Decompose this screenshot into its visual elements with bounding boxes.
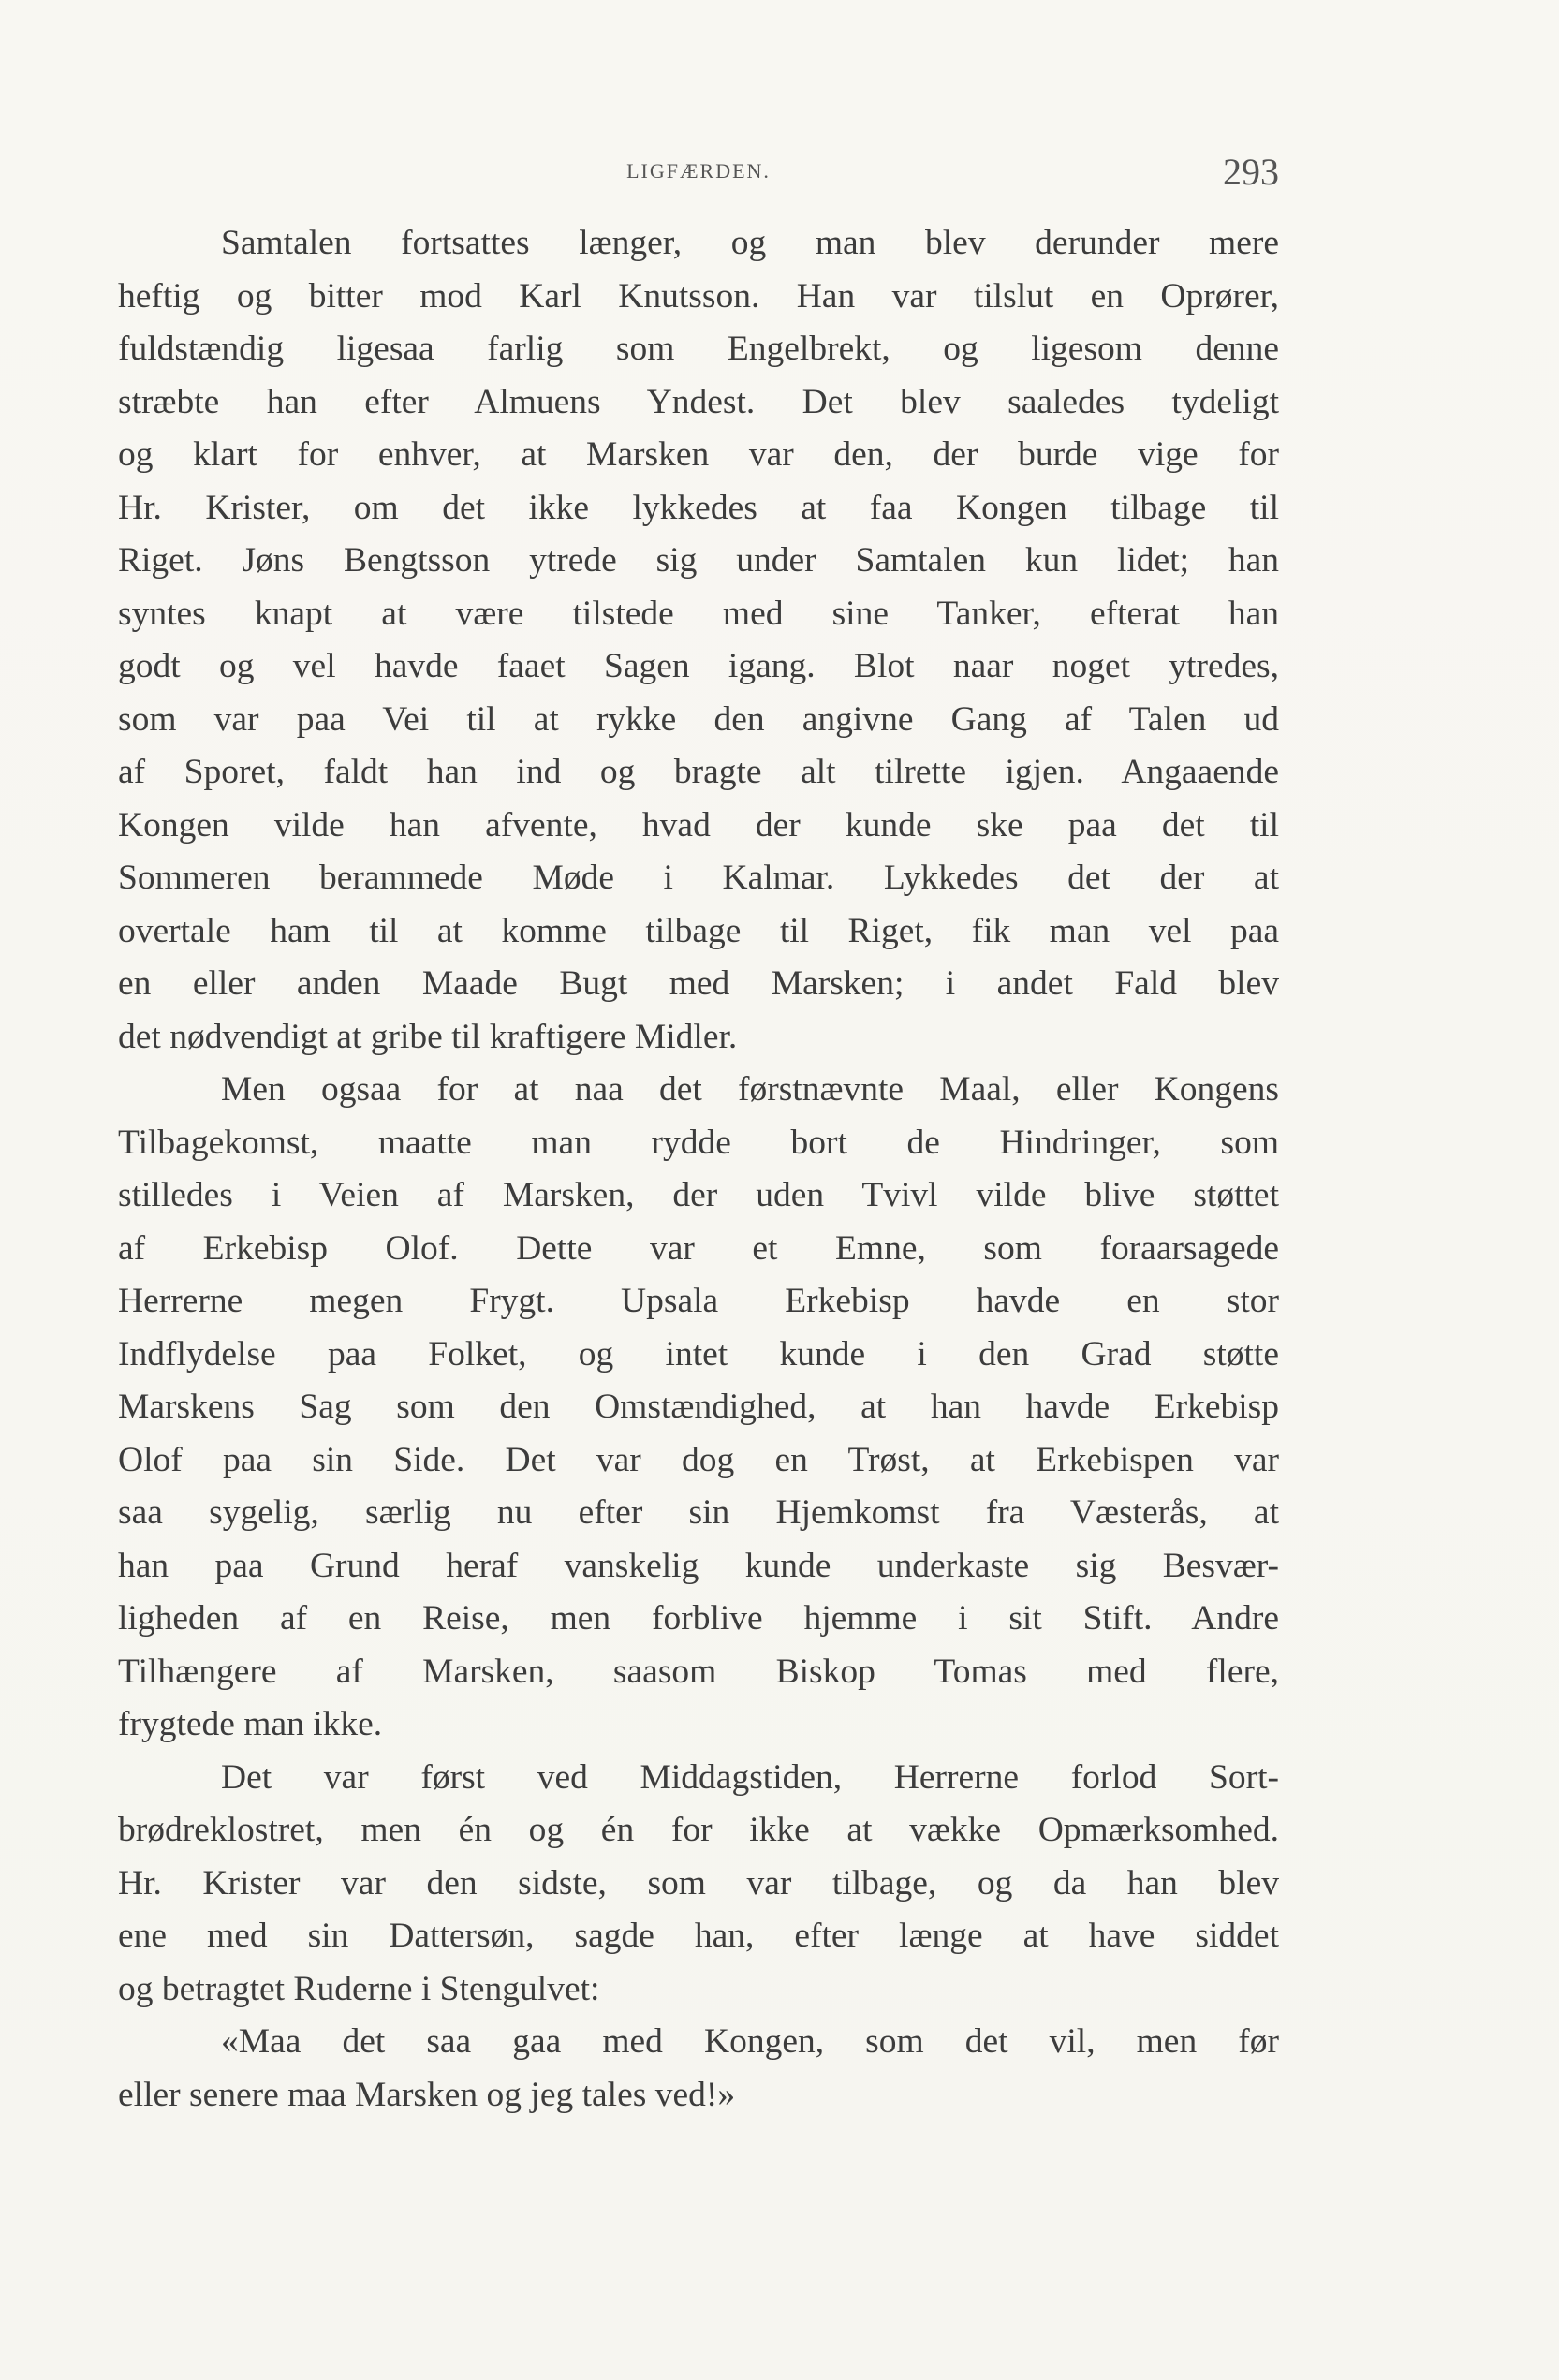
text-line: Indflydelse paa Folket, og intet kunde i den Grad støtte [118, 1334, 1279, 1374]
text-line: af Erkebisp Olof. Dette var et Emne, som foraarsagede [118, 1228, 1279, 1268]
paragraph [118, 217, 1279, 1064]
text-line: Men ogsaa for at naa det førstnævnte Maal, eller Kongens [221, 1070, 1279, 1109]
paragraph [118, 1064, 1279, 1752]
text-line: Hr. Krister, om det ikke lykkedes at faa Kongen tilbage til [118, 488, 1279, 527]
text-line: som var paa Vei til at rykke den angivne Gang af Talen ud [118, 699, 1279, 739]
text-line: Riget. Jøns Bengtsson ytrede sig under Samtalen kun lidet; han [118, 541, 1279, 580]
paragraph [118, 1752, 1279, 2017]
text-line: heftig og bitter mod Karl Knutsson. Han var tilslut en Oprører, [118, 276, 1279, 316]
text-line: godt og vel havde faaet Sagen igang. Blot naar noget ytredes, [118, 647, 1279, 685]
text-line: «Maa det saa gaa med Kongen, som det vil, men før [221, 2022, 1279, 2061]
text-line: eller senere maa Marsken og jeg tales ved!» [118, 2075, 736, 2114]
page-number: 293 [1223, 151, 1279, 193]
text-line: stilledes i Veien af Marsken, der uden Tvivl vilde blive støttet [118, 1176, 1279, 1214]
text-line: Samtalen fortsattes længer, og man blev derunder mere [221, 224, 1279, 262]
text-line: af Sporet, faldt han ind og bragte alt tilrette igjen. Angaaende [118, 753, 1279, 791]
text-line: Tilbagekomst, maatte man rydde bort de Hindringer, som [118, 1123, 1279, 1162]
text-line: ene med sin Dattersøn, sagde han, efter længe at have siddet [118, 1917, 1279, 1955]
text-line: og klart for enhver, at Marsken var den, der burde vige for [118, 435, 1279, 474]
text-line: saa sygelig, særlig nu efter sin Hjemkomst fra Væsterås, at [118, 1493, 1279, 1532]
text-line: ligheden af en Reise, men forblive hjemme i sit Stift. Andre [118, 1599, 1279, 1638]
page-header [118, 150, 1279, 206]
text-line: det nødvendigt at gribe til kraftigere Midler. [118, 1017, 738, 1056]
text-line: Kongen vilde han afvente, hvad der kunde ske paa det til [118, 805, 1279, 845]
text-line: Herrerne megen Frygt. Upsala Erkebisp havde en stor [118, 1282, 1279, 1320]
text-line: en eller anden Maade Bugt med Marsken; i andet Fald blev [118, 964, 1279, 1003]
running-head: LIGFÆRDEN. [626, 159, 771, 183]
text-line: Tilhængere af Marsken, saasom Biskop Tomas med flere, [118, 1652, 1279, 1691]
text-line: og betragtet Ruderne i Stengulvet: [118, 1969, 600, 2008]
text-line: brødreklostret, men én og én for ikke at vække Opmærksomhed. [118, 1811, 1279, 1849]
text-line: Olof paa sin Side. Det var dog en Trøst, at Erkebispen var [118, 1440, 1279, 1479]
text-line: stræbte han efter Almuens Yndest. Det blev saaledes tydeligt [118, 382, 1279, 421]
text-line: Sommeren berammede Møde i Kalmar. Lykkedes det der at [118, 859, 1279, 897]
body-text [118, 217, 1279, 2122]
text-line: overtale ham til at komme tilbage til Riget, fik man vel paa [118, 911, 1279, 950]
text-line: Hr. Krister var den sidste, som var tilbage, og da han blev [118, 1863, 1279, 1903]
text-line: syntes knapt at være tilstede med sine Tanker, efterat han [118, 594, 1279, 633]
text-line: han paa Grund heraf vanskelig kunde underkaste sig Besvær- [118, 1546, 1279, 1585]
text-line: fuldstændig ligesaa farlig som Engelbrekt, og ligesom denne [118, 330, 1279, 368]
text-line: frygtede man ikke. [118, 1705, 383, 1743]
text-line: Det var først ved Middagstiden, Herrerne forlod Sort- [221, 1757, 1279, 1797]
quote-paragraph [118, 2016, 1279, 2122]
text-line: Marskens Sag som den Omstændighed, at han havde Erkebisp [118, 1388, 1279, 1426]
